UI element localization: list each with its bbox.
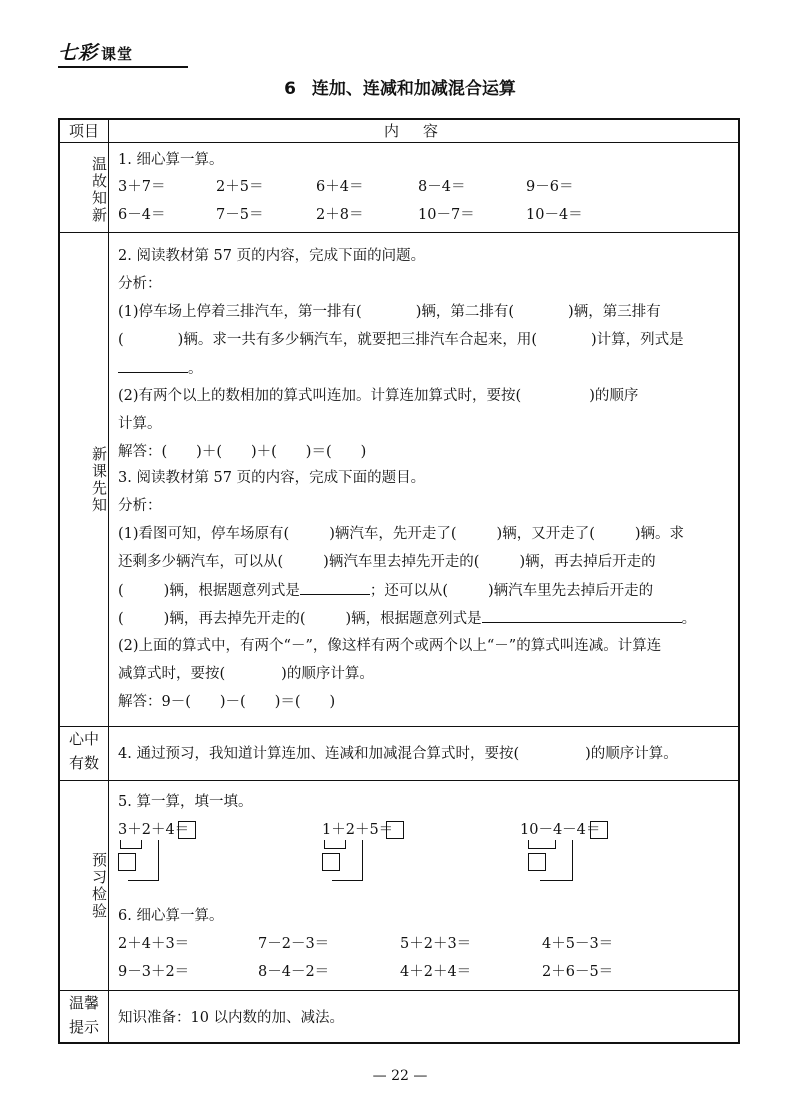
q3-p2-line1: (2)上面的算式中，有两个“－”，像这样有两个或两个以上“－”的算式叫连减。计算连 <box>118 638 662 654</box>
row-divider <box>60 142 738 143</box>
row-divider <box>60 726 738 727</box>
row-divider <box>60 990 738 991</box>
label-preview: 新课先知 <box>90 446 108 514</box>
q5-expr-1: 3＋2＋4＝ <box>118 822 190 838</box>
label-check: 预习检验 <box>90 852 108 920</box>
q6-r2c1: 9－3＋2＝ <box>118 964 190 980</box>
header-item: 项目 <box>68 122 99 140</box>
q2-prompt: 2. 阅读教材第 57 页的内容，完成下面的问题。 <box>118 248 426 264</box>
q4-text: 4. 通过预习，我知道计算连加、连减和加减混合算式时，要按( )的顺序计算。 <box>118 746 678 762</box>
q1-r2c2: 7－5＝ <box>216 207 264 223</box>
q6-r2c3: 4＋2＋4＝ <box>400 964 472 980</box>
q3-prompt: 3. 阅读教材第 57 页的内容，完成下面的题目。 <box>118 470 426 486</box>
q2-analysis: 分析： <box>118 276 162 292</box>
page-title: 6 连加、连减和加减混合运算 <box>284 79 516 99</box>
q6-r1c4: 4＋5－3＝ <box>542 936 614 952</box>
q6-prompt: 6. 细心算一算。 <box>118 908 224 924</box>
label-review: 温故知新 <box>90 156 108 224</box>
brand-logo: 七彩 课堂 <box>58 42 134 64</box>
answer-box[interactable] <box>590 821 608 839</box>
q2-p2-line2: 计算。 <box>118 416 162 432</box>
answer-box[interactable] <box>386 821 404 839</box>
bracket-line <box>540 840 573 881</box>
q1-prompt: 1. 细心算一算。 <box>118 152 224 168</box>
q2-p2-line1: (2)有两个以上的数相加的算式叫连加。计算连加算式时，要按( )的顺序 <box>118 388 639 404</box>
lesson-table <box>58 118 740 1044</box>
q2-p1-line3: 。 <box>118 358 203 379</box>
label-mind-2: 有数 <box>68 754 99 772</box>
page-number: — 22 — <box>372 1068 428 1084</box>
q2-p1-line2: ( )辆。求一共有多少辆汽车，就要把三排汽车合起来，用( )计算，列式是 <box>118 332 684 348</box>
q5-prompt: 5. 算一算，填一填。 <box>118 794 253 810</box>
bracket-line <box>128 840 159 881</box>
q1-r2c1: 6－4＝ <box>118 207 166 223</box>
q1-r1c1: 3＋7＝ <box>118 179 166 195</box>
q6-r2c4: 2＋6－5＝ <box>542 964 614 980</box>
label-mind-1: 心中 <box>68 730 99 748</box>
q5-expr-2: 1＋2＋5＝ <box>322 822 394 838</box>
q3-p1-line2: 还剩多少辆汽车，可以从( )辆汽车里去掉先开走的( )辆，再去掉后开走的 <box>118 554 656 570</box>
q3-analysis: 分析： <box>118 498 162 514</box>
q1-r2c3: 2＋8＝ <box>316 207 364 223</box>
label-tips-2: 提示 <box>68 1018 99 1036</box>
column-divider <box>108 120 109 1042</box>
tips-text: 知识准备：10 以内数的加、减法。 <box>118 1010 345 1026</box>
q1-r2c5: 10－4＝ <box>526 207 583 223</box>
q1-r1c3: 6＋4＝ <box>316 179 364 195</box>
q6-r1c3: 5＋2＋3＝ <box>400 936 472 952</box>
q5-expr-3: 10－4－4＝ <box>520 822 601 838</box>
q3-p1-line3: ( )辆，根据题意列式是 ；还可以从( )辆汽车里先去掉后开走的 <box>118 580 653 601</box>
q3-p2-line2: 减算式时，要按( )的顺序计算。 <box>118 666 374 682</box>
q1-r1c5: 9－6＝ <box>526 179 574 195</box>
header-content: 内容 <box>383 122 462 140</box>
q1-r2c4: 10－7＝ <box>418 207 475 223</box>
q3-p1-line4: ( )辆，再去掉先开走的( )辆，根据题意列式是 。 <box>118 608 696 629</box>
q1-r1c2: 2＋5＝ <box>216 179 264 195</box>
q3-p1-line1: (1)看图可知，停车场原有( )辆汽车，先开走了( )辆，又开走了( )辆。求 <box>118 526 685 542</box>
answer-box[interactable] <box>178 821 196 839</box>
q6-r1c1: 2＋4＋3＝ <box>118 936 190 952</box>
q3-answer: 解答：9－( )－( )＝( ) <box>118 694 336 710</box>
row-divider <box>60 232 738 233</box>
q1-r1c4: 8－4＝ <box>418 179 466 195</box>
bracket-line <box>332 840 363 881</box>
label-tips-1: 温馨 <box>68 994 99 1012</box>
q6-r1c2: 7－2－3＝ <box>258 936 330 952</box>
q6-r2c2: 8－4－2＝ <box>258 964 330 980</box>
logo-underline <box>58 66 188 68</box>
q2-p1-line1: (1)停车场上停着三排汽车，第一排有( )辆，第二排有( )辆，第三排有 <box>118 304 661 320</box>
q2-answer: 解答：( )＋( )＋( )＝( ) <box>118 444 367 460</box>
row-divider <box>60 780 738 781</box>
